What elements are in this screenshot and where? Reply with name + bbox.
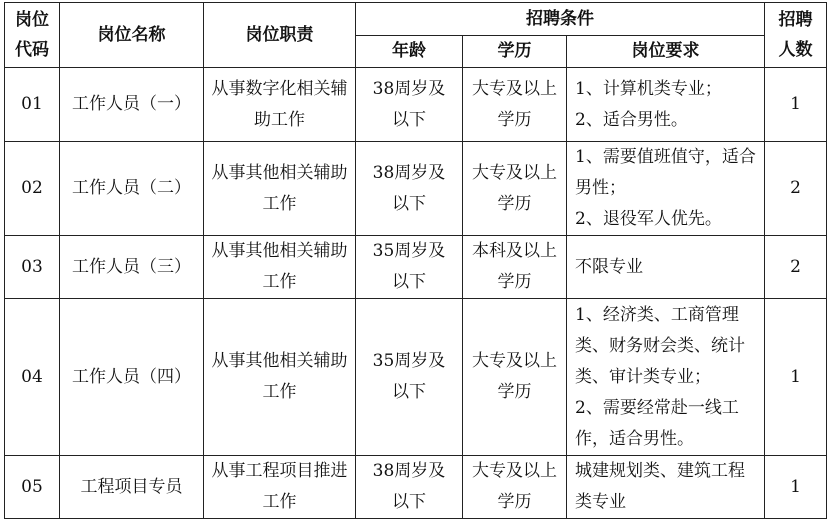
row-count: 1 xyxy=(765,456,827,519)
header-conditions: 招聘条件 xyxy=(356,3,765,36)
row-age: 38周岁及以下 xyxy=(356,68,463,142)
row-name: 工程项目专员 xyxy=(60,456,204,519)
row-code: 04 xyxy=(5,299,60,456)
row-count: 1 xyxy=(765,299,827,456)
recruitment-table xyxy=(4,2,827,519)
header-name: 岗位名称 xyxy=(60,3,204,68)
row-education: 大专及以上学历 xyxy=(463,456,567,519)
row-age: 38周岁及以下 xyxy=(356,142,463,236)
header-age: 年龄 xyxy=(356,36,463,68)
row-requirement: 1、需要值班值守，适合男性； 2、退役军人优先。 xyxy=(567,142,765,236)
table-row xyxy=(5,456,827,519)
table-row xyxy=(5,68,827,142)
row-count: 2 xyxy=(765,236,827,299)
row-age: 35周岁及以下 xyxy=(356,299,463,456)
header-duty: 岗位职责 xyxy=(204,3,356,68)
row-code: 05 xyxy=(5,456,60,519)
header-requirement: 岗位要求 xyxy=(567,36,765,68)
row-requirement: 城建规划类、建筑工程类专业 xyxy=(567,456,765,519)
row-duty: 从事其他相关辅助工作 xyxy=(204,142,356,236)
table-row xyxy=(5,142,827,236)
table-row xyxy=(5,236,827,299)
row-requirement: 1、计算机类专业； 2、适合男性。 xyxy=(567,68,765,142)
row-count: 1 xyxy=(765,68,827,142)
row-code: 02 xyxy=(5,142,60,236)
row-duty: 从事其他相关辅助工作 xyxy=(204,299,356,456)
row-age: 38周岁及以下 xyxy=(356,456,463,519)
row-name: 工作人员（一） xyxy=(60,68,204,142)
row-education: 本科及以上学历 xyxy=(463,236,567,299)
row-name: 工作人员（二） xyxy=(60,142,204,236)
row-name: 工作人员（三） xyxy=(60,236,204,299)
header-education: 学历 xyxy=(463,36,567,68)
row-education: 大专及以上学历 xyxy=(463,68,567,142)
row-duty: 从事工程项目推进工作 xyxy=(204,456,356,519)
row-age: 35周岁及以下 xyxy=(356,236,463,299)
row-education: 大专及以上学历 xyxy=(463,299,567,456)
row-duty: 从事数字化相关辅助工作 xyxy=(204,68,356,142)
row-education: 大专及以上学历 xyxy=(463,142,567,236)
header-count: 招聘人数 xyxy=(765,3,827,68)
row-code: 03 xyxy=(5,236,60,299)
row-code: 01 xyxy=(5,68,60,142)
row-count: 2 xyxy=(765,142,827,236)
table-row xyxy=(5,299,827,456)
row-duty: 从事其他相关辅助工作 xyxy=(204,236,356,299)
header-code: 岗位代码 xyxy=(5,3,60,68)
row-name: 工作人员（四） xyxy=(60,299,204,456)
row-requirement: 不限专业 xyxy=(567,236,765,299)
row-requirement: 1、经济类、工商管理类、财务财会类、统计类、审计类专业； 2、需要经常赴一线工作，适合男性。 xyxy=(567,299,765,456)
